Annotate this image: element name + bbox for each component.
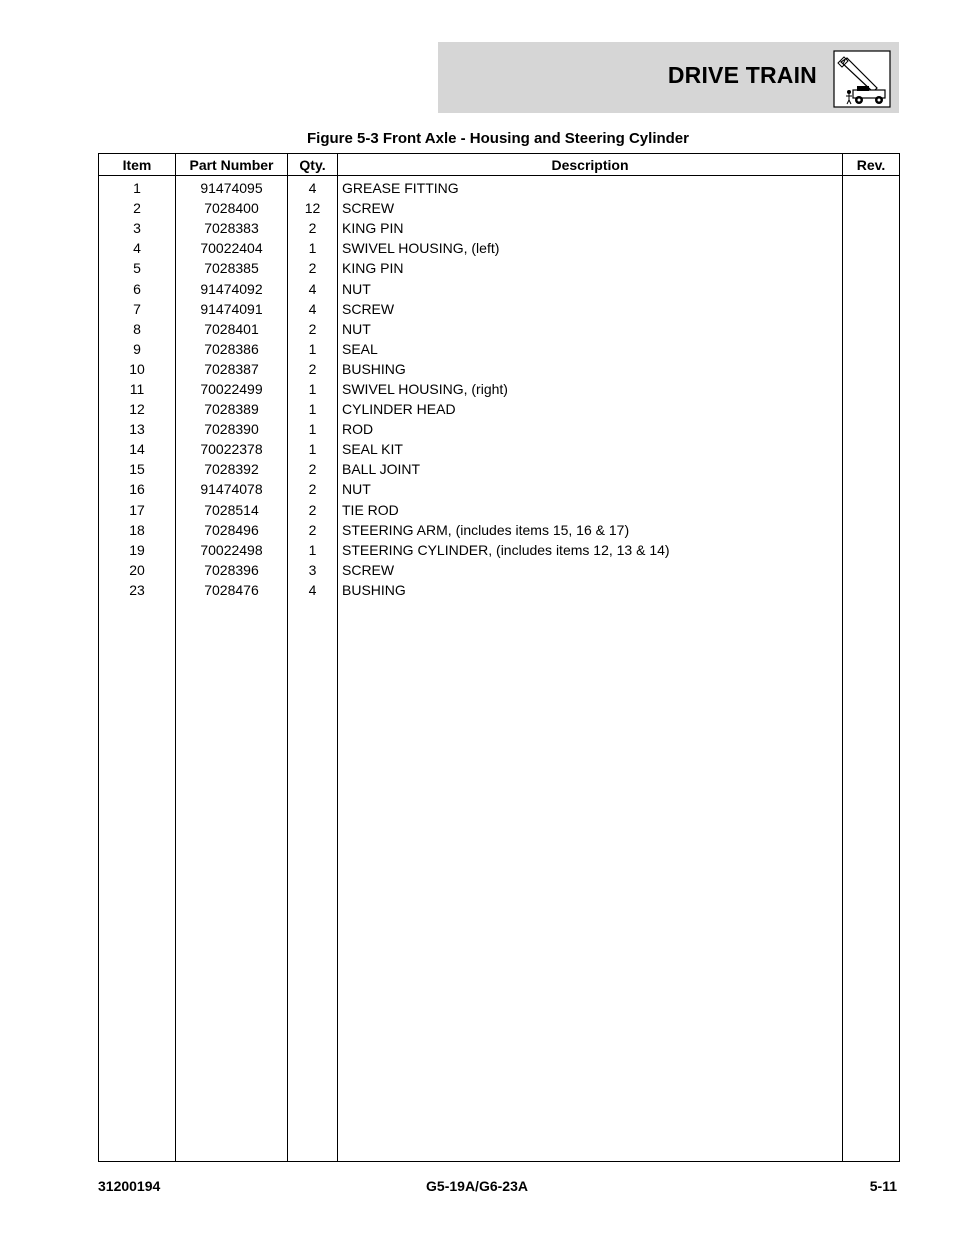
cell-item: 20 [99,560,176,580]
table-row [99,238,900,258]
cell-qty: 2 [288,500,338,520]
table-row [99,479,900,499]
cell-part-number: 7028476 [176,580,288,600]
table-row [99,339,900,359]
table-row [99,500,900,520]
column-header-rev: Rev. [843,154,900,176]
cell-item: 23 [99,580,176,600]
cell-item: 11 [99,379,176,399]
cell-part-number: 7028400 [176,198,288,218]
cell-qty: 1 [288,339,338,359]
cell-part-number: 7028396 [176,560,288,580]
cell-description: NUT [338,278,843,298]
table-row [99,540,900,560]
cell-qty: 3 [288,560,338,580]
cell-description: NUT [338,319,843,339]
cell-rev [843,198,900,218]
cell-rev [843,299,900,319]
cell-part-number: 7028385 [176,258,288,278]
table-row [99,278,900,298]
cell-rev [843,459,900,479]
cell-description: ROD [338,419,843,439]
empty-cell [288,600,338,1162]
cell-item: 16 [99,479,176,499]
empty-cell [176,600,288,1162]
table-row [99,359,900,379]
table-row [99,198,900,218]
cell-rev [843,379,900,399]
cell-item: 17 [99,500,176,520]
cell-rev [843,399,900,419]
table-row [99,399,900,419]
cell-part-number: 91474078 [176,479,288,499]
cell-rev [843,218,900,238]
table-row [99,319,900,339]
cell-item: 19 [99,540,176,560]
empty-cell [338,600,843,1162]
cell-description: KING PIN [338,218,843,238]
cell-description: SCREW [338,198,843,218]
cell-part-number: 7028514 [176,500,288,520]
column-header-qty: Qty. [288,154,338,176]
cell-part-number: 91474091 [176,299,288,319]
cell-item: 9 [99,339,176,359]
table-filler-row [99,600,900,1162]
cell-item: 10 [99,359,176,379]
table-row [99,520,900,540]
cell-item: 5 [99,258,176,278]
cell-item: 14 [99,439,176,459]
cell-rev [843,258,900,278]
footer-page-number: 5-11 [869,1178,897,1194]
cell-qty: 2 [288,258,338,278]
column-header-description: Description [338,154,843,176]
cell-part-number: 7028496 [176,520,288,540]
cell-qty: 2 [288,319,338,339]
cell-description: KING PIN [338,258,843,278]
table-row [99,299,900,319]
cell-description: SWIVEL HOUSING, (left) [338,238,843,258]
cell-part-number: 70022378 [176,439,288,459]
cell-part-number: 70022498 [176,540,288,560]
cell-rev [843,560,900,580]
cell-description: SEAL KIT [338,439,843,459]
section-header [438,42,899,113]
cell-description: SEAL [338,339,843,359]
cell-rev [843,540,900,560]
cell-part-number: 7028383 [176,218,288,238]
cell-qty: 1 [288,439,338,459]
cell-item: 18 [99,520,176,540]
cell-qty: 12 [288,198,338,218]
cell-qty: 2 [288,359,338,379]
cell-item: 1 [99,176,176,199]
table-row [99,560,900,580]
figure-title: Figure 5-3 Front Axle - Housing and Steering Cylinder [307,130,689,147]
cell-qty: 2 [288,479,338,499]
cell-part-number: 91474092 [176,278,288,298]
cell-qty: 4 [288,580,338,600]
cell-description: BUSHING [338,359,843,379]
cell-description: SCREW [338,560,843,580]
cell-qty: 1 [288,419,338,439]
cell-part-number: 7028401 [176,319,288,339]
cell-qty: 1 [288,238,338,258]
table-header-row [99,154,900,176]
table-row [99,176,900,199]
cell-qty: 2 [288,459,338,479]
cell-item: 6 [99,278,176,298]
cell-description: NUT [338,479,843,499]
cell-item: 7 [99,299,176,319]
cell-item: 8 [99,319,176,339]
empty-cell [843,600,900,1162]
table-row [99,580,900,600]
cell-item: 2 [99,198,176,218]
parts-table [98,153,900,1162]
cell-item: 3 [99,218,176,238]
footer-model: G5-19A/G6-23A [426,1178,528,1194]
table-row [99,439,900,459]
cell-description: BUSHING [338,580,843,600]
cell-item: 13 [99,419,176,439]
cell-description: BALL JOINT [338,459,843,479]
cell-item: 15 [99,459,176,479]
empty-cell [99,600,176,1162]
cell-description: STEERING ARM, (includes items 15, 16 & 17) [338,520,843,540]
cell-rev [843,238,900,258]
cell-part-number: 7028389 [176,399,288,419]
column-header-item: Item [99,154,176,176]
cell-rev [843,278,900,298]
table-row [99,379,900,399]
table-body [99,176,900,1162]
cell-description: STEERING CYLINDER, (includes items 12, 13 & 14) [338,540,843,560]
cell-description: GREASE FITTING [338,176,843,199]
table-row [99,459,900,479]
cell-part-number: 7028390 [176,419,288,439]
cell-qty: 2 [288,520,338,540]
cell-description: SCREW [338,299,843,319]
table-row [99,258,900,278]
cell-qty: 4 [288,278,338,298]
table-row [99,218,900,238]
cell-qty: 4 [288,299,338,319]
cell-rev [843,500,900,520]
boom-lift-icon [833,50,891,108]
cell-part-number: 70022499 [176,379,288,399]
cell-rev [843,479,900,499]
cell-rev [843,176,900,199]
cell-rev [843,439,900,459]
cell-rev [843,359,900,379]
section-title: DRIVE TRAIN [667,62,817,88]
cell-description: CYLINDER HEAD [338,399,843,419]
table-row [99,419,900,439]
cell-rev [843,319,900,339]
cell-part-number: 7028387 [176,359,288,379]
cell-description: TIE ROD [338,500,843,520]
cell-part-number: 7028386 [176,339,288,359]
cell-qty: 1 [288,379,338,399]
cell-rev [843,419,900,439]
cell-qty: 2 [288,218,338,238]
cell-description: SWIVEL HOUSING, (right) [338,379,843,399]
footer-document-number: 31200194 [98,1178,161,1194]
cell-rev [843,520,900,540]
cell-qty: 1 [288,399,338,419]
cell-qty: 4 [288,176,338,199]
cell-rev [843,580,900,600]
cell-part-number: 91474095 [176,176,288,199]
cell-rev [843,339,900,359]
cell-item: 4 [99,238,176,258]
cell-qty: 1 [288,540,338,560]
column-header-part-number: Part Number [176,154,288,176]
cell-item: 12 [99,399,176,419]
cell-part-number: 7028392 [176,459,288,479]
cell-part-number: 70022404 [176,238,288,258]
